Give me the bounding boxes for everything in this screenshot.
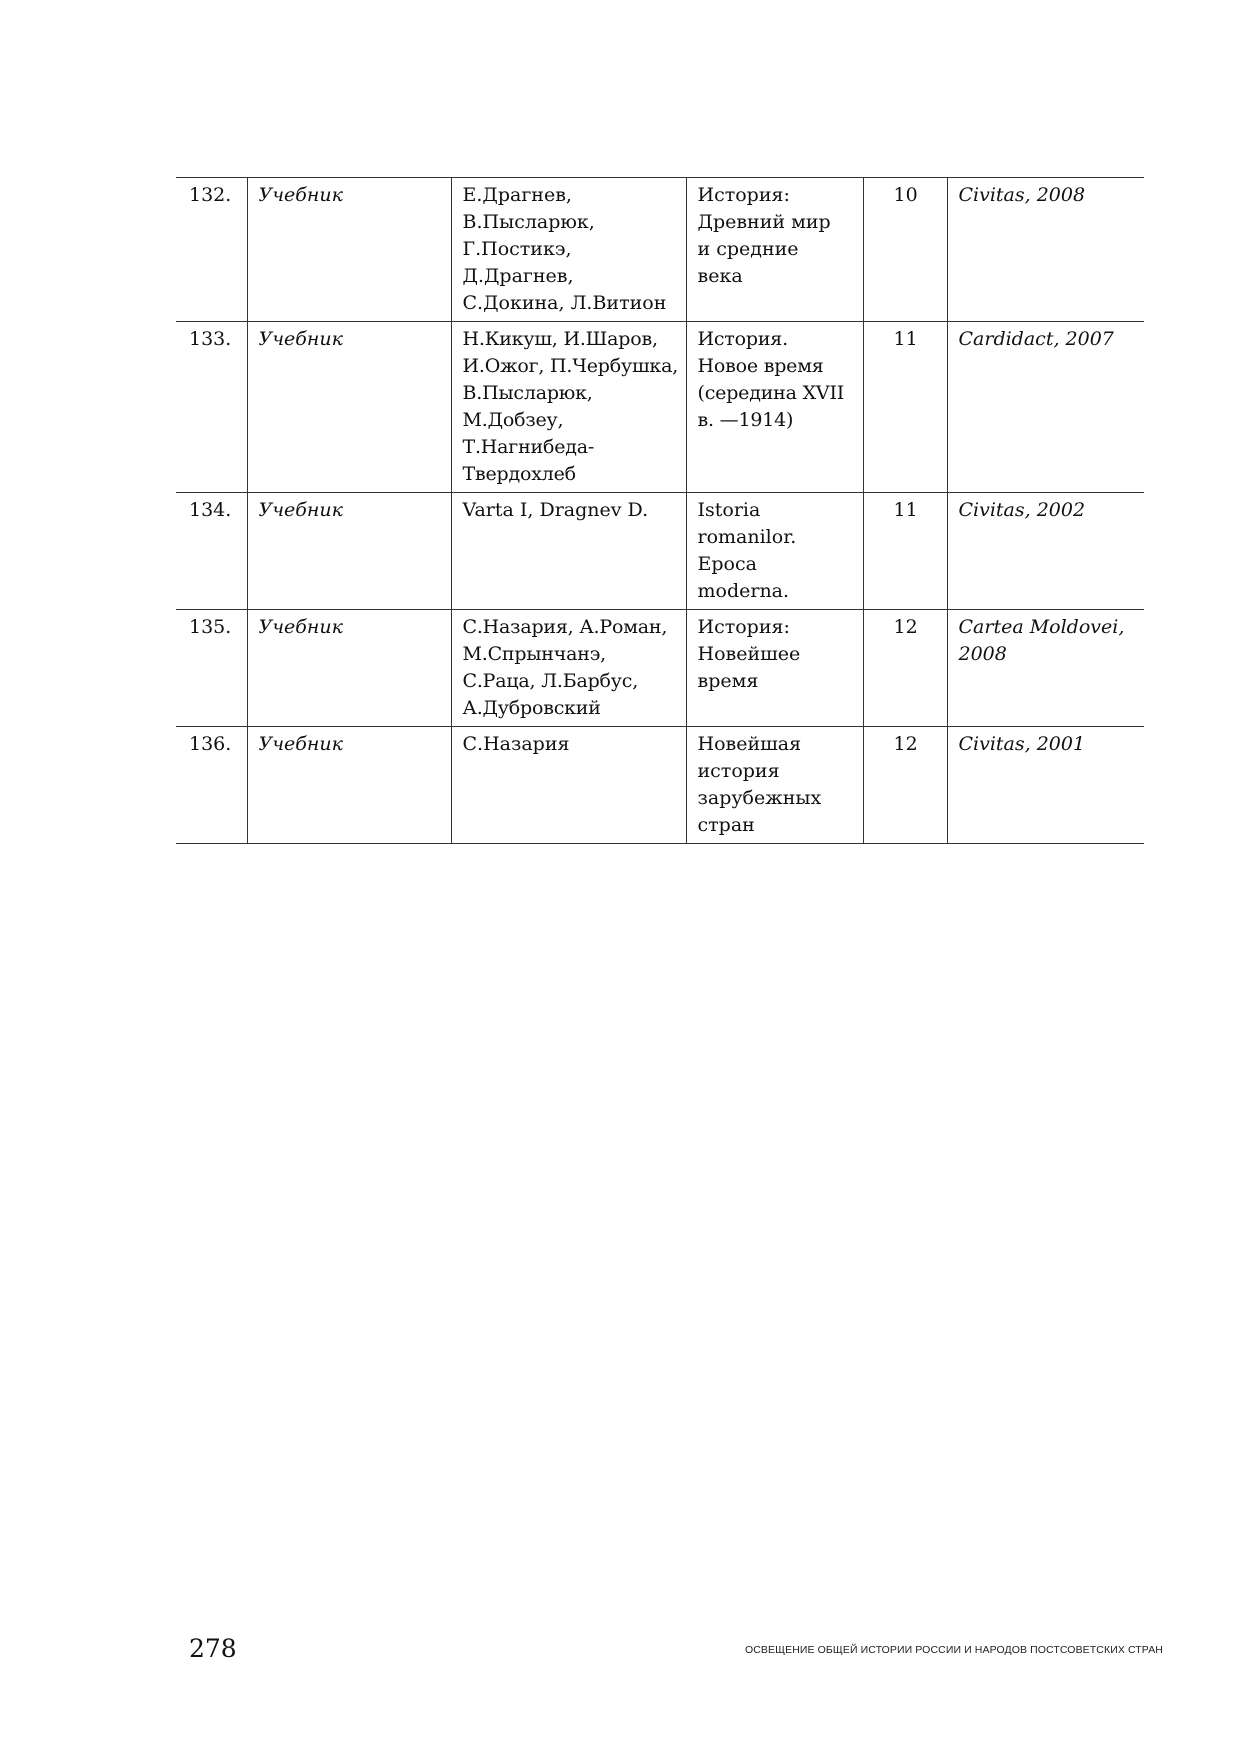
book-type: Учебник	[247, 727, 451, 844]
book-publisher: Civitas, 2001	[947, 727, 1144, 844]
row-number: 134.	[189, 499, 232, 521]
book-title: История. Новое время (середина XVII в. —1914)	[686, 322, 863, 493]
book-grade: 12	[863, 727, 947, 844]
row-number: 133.	[189, 328, 232, 350]
table-row	[176, 493, 1144, 610]
running-title: ОСВЕЩЕНИЕ ОБЩЕЙ ИСТОРИИ РОССИИ И НАРОДОВ ПОСТСОВЕТСКИХ СТРАН	[744, 1644, 1163, 1656]
book-authors: Н.Кикуш, И.Шаров, И.Ожог, П.Чербушка, В.Пысларюк, М.Добзеу, Т.Нагнибеда- Твердохлеб	[451, 322, 686, 493]
page-number: 278	[189, 1634, 237, 1663]
book-authors: Varta I, Dragnev D.	[451, 493, 686, 610]
table-row	[176, 178, 1144, 322]
table-row	[176, 610, 1144, 727]
table-row	[176, 727, 1144, 844]
book-type: Учебник	[247, 493, 451, 610]
book-grade: 12	[863, 610, 947, 727]
book-title: История: Древний мир и средние века	[686, 178, 863, 322]
book-authors: Е.Драгнев, В.Пысларюк, Г.Постикэ, Д.Драгнев, С.Докина, Л.Витион	[451, 178, 686, 322]
book-grade: 11	[863, 493, 947, 610]
row-number: 135.	[189, 616, 232, 638]
book-title: Istoria romanilor. Epoca moderna.	[686, 493, 863, 610]
row-number: 136.	[189, 733, 232, 755]
book-title: История: Новейшее время	[686, 610, 863, 727]
textbook-table	[176, 177, 1144, 844]
book-title: Новейшая история зарубежных стран	[686, 727, 863, 844]
book-publisher: Civitas, 2002	[947, 493, 1144, 610]
book-grade: 10	[863, 178, 947, 322]
book-authors: С.Назария, А.Роман, М.Спрынчанэ, С.Раца, Л.Барбус, А.Дубровский	[451, 610, 686, 727]
table-row	[176, 322, 1144, 493]
book-authors: С.Назария	[451, 727, 686, 844]
book-publisher: Civitas, 2008	[947, 178, 1144, 322]
book-type: Учебник	[247, 178, 451, 322]
book-grade: 11	[863, 322, 947, 493]
book-publisher: Cartea Moldovei, 2008	[947, 610, 1144, 727]
book-type: Учебник	[247, 610, 451, 727]
book-publisher: Cardidact, 2007	[947, 322, 1144, 493]
row-number: 132.	[189, 184, 232, 206]
book-type: Учебник	[247, 322, 451, 493]
